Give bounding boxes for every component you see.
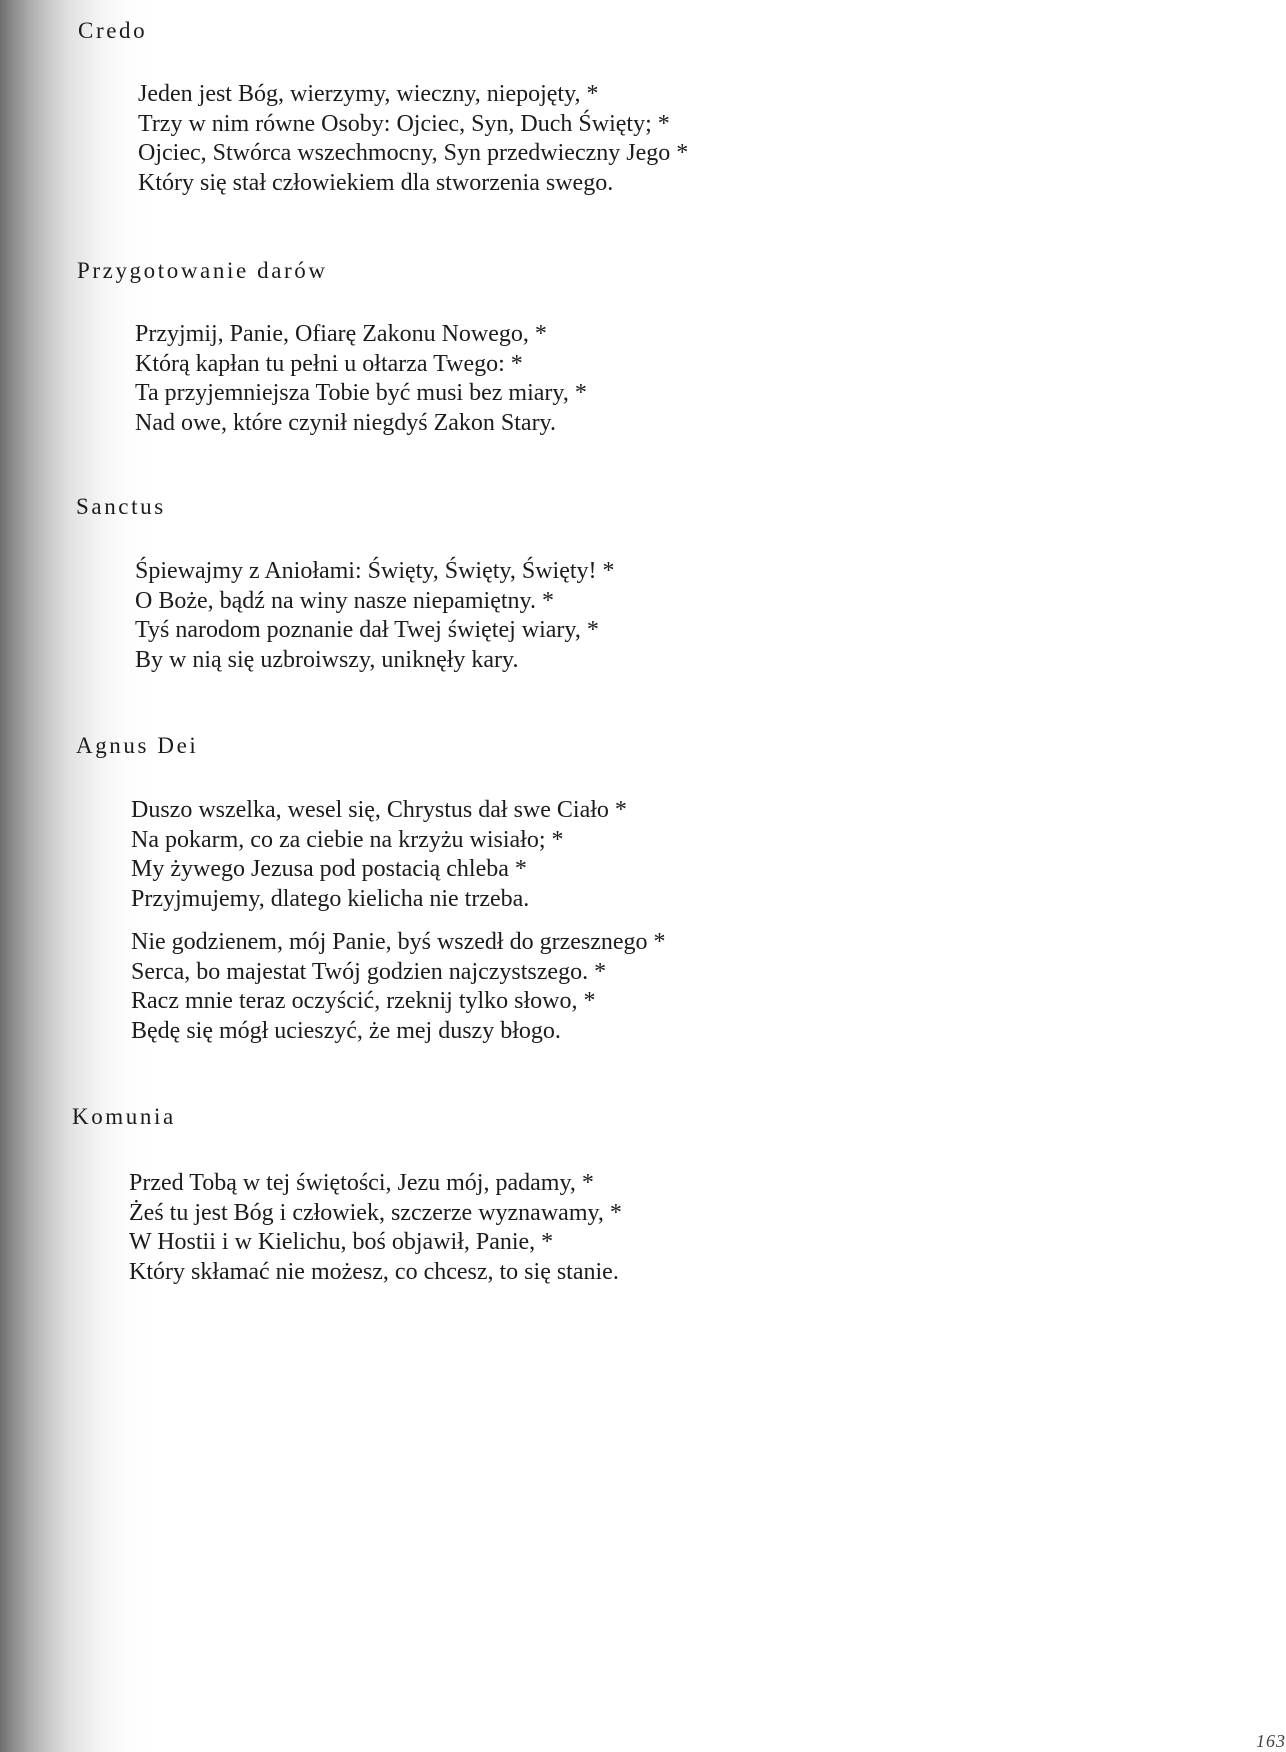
page-number: 163 — [1256, 1731, 1286, 1751]
verse-line: Przyjmij, Panie, Ofiarę Zakonu Nowego, * — [135, 321, 547, 347]
verse-line: Będę się mógł ucieszyć, że mej duszy błogo. — [131, 1017, 561, 1044]
verse-line: Na pokarm, co za ciebie na krzyżu wisiało; * — [131, 826, 564, 853]
verse-line: Przyjmujemy, dlatego kielicha nie trzeba. — [131, 885, 530, 912]
verse-line: Nie godzienem, mój Panie, byś wszedł do grzesznego * — [131, 929, 666, 955]
section-heading: Agnus Dei — [76, 733, 199, 758]
verse-line: Tyś narodom poznanie dał Twej świętej wiary, * — [135, 617, 599, 643]
verse-line: Śpiewajmy z Aniołami: Święty, Święty, Święty! * — [135, 558, 615, 584]
verse-line: Duszo wszelka, wesel się, Chrystus dał swe Ciało * — [131, 797, 627, 823]
verse-line: By w nią się uzbroiwszy, uniknęły kary. — [135, 646, 519, 673]
verse-line: Którą kapłan tu pełni u ołtarza Twego: * — [135, 350, 523, 377]
stanza — [131, 928, 666, 1046]
verse-line: My żywego Jezusa pod postacią chleba * — [131, 856, 527, 882]
section-heading: Credo — [78, 18, 148, 43]
verse-line: Trzy w nim równe Osoby: Ojciec, Syn, Duch Święty; * — [138, 110, 670, 137]
verse-line: Przed Tobą w tej świętości, Jezu mój, padamy, * — [129, 1170, 594, 1196]
stanza — [129, 1169, 622, 1287]
verse-line: Racz mnie teraz oczyścić, rzeknij tylko słowo, * — [131, 988, 596, 1014]
verse-line: Jeden jest Bóg, wierzymy, wieczny, niepojęty, * — [138, 81, 599, 107]
section-heading: Komunia — [72, 1104, 176, 1129]
verse-line: W Hostii i w Kielichu, boś objawił, Panie, * — [129, 1229, 554, 1255]
verse-line: Żeś tu jest Bóg i człowiek, szczerze wyznawamy, * — [129, 1199, 622, 1226]
stanza — [138, 80, 688, 198]
stanza — [131, 796, 627, 914]
verse-line: Ojciec, Stwórca wszechmocny, Syn przedwieczny Jego * — [138, 140, 689, 166]
verse-line: Ta przyjemniejsza Tobie być musi bez miary, * — [135, 380, 587, 406]
verse-line: Serca, bo majestat Twój godzien najczystszego. * — [131, 958, 607, 985]
stanza — [135, 557, 615, 675]
verse-line: O Boże, bądź na winy nasze niepamiętny. * — [135, 587, 554, 614]
stanza — [135, 320, 587, 438]
section-heading: Przygotowanie darów — [77, 258, 328, 283]
verse-line: Nad owe, które czynił niegdyś Zakon Stary. — [135, 409, 556, 436]
section-heading: Sanctus — [76, 494, 166, 519]
verse-line: Który się stał człowiekiem dla stworzenia swego. — [138, 169, 614, 196]
verse-line: Który skłamać nie możesz, co chcesz, to się stanie. — [129, 1258, 619, 1285]
